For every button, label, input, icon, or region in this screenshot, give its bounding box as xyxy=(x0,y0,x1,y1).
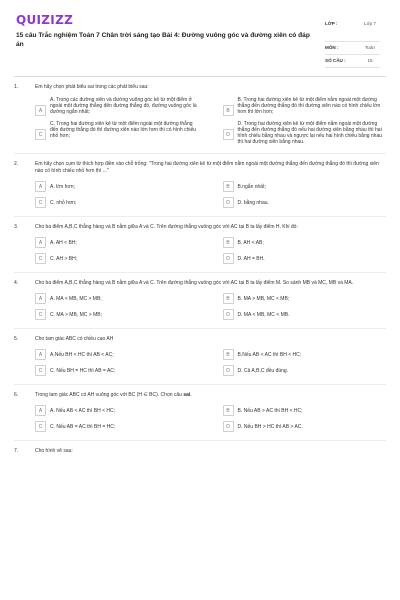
question-separator xyxy=(14,272,386,273)
option-letter: B xyxy=(223,293,234,304)
question-text: Cho ba điểm A,B,C thẳng hàng và B nằm giữa A và C. Trên đường thẳng vuông góc với AC tại B ta lấy điểm M. So sánh MB và MC, MB và MA. xyxy=(35,280,354,286)
question-number: 3. xyxy=(14,224,19,230)
options-grid xyxy=(35,293,386,320)
question-1 xyxy=(14,84,386,145)
question-body xyxy=(35,224,386,264)
question-7 xyxy=(14,448,386,455)
options-grid xyxy=(35,97,386,145)
option-c[interactable] xyxy=(35,253,199,264)
option-text: B. AH < AB; xyxy=(237,239,264,246)
option-text: B. Trong hai đường xiên kẻ từ một điểm nằm ngoài một đường thẳng đến đường thẳng đó thì đường xiên nào có hình chiếu lớn hơn thì lớn hơn; xyxy=(237,97,381,115)
option-c[interactable] xyxy=(35,365,199,376)
question-body xyxy=(35,161,386,208)
option-text: C. AH > BH; xyxy=(50,255,78,262)
option-letter: C xyxy=(35,421,46,432)
option-letter: A xyxy=(35,237,46,248)
option-a[interactable] xyxy=(35,181,199,192)
subject-label: MÔN : xyxy=(325,45,339,50)
question-5 xyxy=(14,336,386,376)
option-text: D. Trong hai đường xiên kẻ từ một điểm nằm ngoài một đường thẳng đến đường thẳng đó nếu hai đường xiên bằng nhau thì hai hình chiếu bằng nhau và ngược lại nếu hai hình chiếu bằng nhau thì hai đường xiên bằng nhau. xyxy=(237,121,383,145)
quizizz-logo[interactable]: QUIZIZZ xyxy=(16,13,74,27)
option-text: B. MA > MB, MC < MB; xyxy=(237,295,290,302)
question-text: Em hãy chọn cụm từ thích hợp điền vào chỗ trống: "Trong hai đường xiên kẻ từ một điểm nằm ngoài một đường thẳng đến đường thẳng đó thì đường xiên nào có hình chiếu nhỏ hơn thì ..." xyxy=(35,161,379,174)
option-letter: C xyxy=(35,253,46,264)
option-b[interactable] xyxy=(223,97,387,116)
header-divider xyxy=(14,76,386,77)
option-a[interactable] xyxy=(35,293,199,304)
question-body xyxy=(35,392,386,432)
question-number: 7. xyxy=(14,448,19,454)
header-left xyxy=(14,8,316,49)
question-body xyxy=(35,280,386,320)
option-text: C. nhỏ hơn; xyxy=(50,199,77,206)
option-text: D. AH = BH. xyxy=(237,255,265,262)
option-letter: A xyxy=(35,105,46,116)
subject-value: Toán xyxy=(365,45,375,50)
option-text: B.ngắn nhất; xyxy=(237,183,266,190)
question-text xyxy=(35,392,386,399)
option-c[interactable] xyxy=(35,309,199,320)
question-text: Em hãy chọn phát biểu sai trong các phát biểu sau: xyxy=(35,84,149,90)
option-letter: D xyxy=(223,253,234,264)
option-d[interactable] xyxy=(223,365,387,376)
question-count-label: SỐ CÂU : xyxy=(325,58,346,63)
option-letter: C xyxy=(35,129,46,140)
option-text: C. MA > MB, MC > MB; xyxy=(50,311,102,318)
option-letter: D xyxy=(223,421,234,432)
question-2 xyxy=(14,161,386,208)
question-count-value: 15 xyxy=(367,58,373,63)
option-letter: C xyxy=(35,365,46,376)
question-4 xyxy=(14,280,386,320)
option-a[interactable] xyxy=(35,237,199,248)
question-6 xyxy=(14,392,386,432)
meta-row-count xyxy=(325,55,380,68)
question-3 xyxy=(14,224,386,264)
option-letter: A xyxy=(35,349,46,360)
option-text: D. bằng nhau. xyxy=(237,199,269,206)
question-text: Cho hình vẽ sau: xyxy=(35,448,73,454)
option-letter: C xyxy=(35,309,46,320)
question-number: 6. xyxy=(14,392,19,398)
question-text: Cho ba điểm A,B,C thẳng hàng và B nằm giữa A và C. Trên đường thẳng vuông góc với AC tại B ta lấy điểm H. Khi đó: xyxy=(35,224,298,230)
option-b[interactable] xyxy=(223,293,387,304)
option-letter: D xyxy=(223,197,234,208)
meta-row-subject xyxy=(325,42,380,55)
option-text: D. Cả A,B,C đều đúng. xyxy=(237,367,289,374)
option-b[interactable] xyxy=(223,181,387,192)
question-text-emphasis: sai xyxy=(183,392,191,398)
question-separator xyxy=(14,216,386,217)
options-grid xyxy=(35,405,386,432)
options-grid xyxy=(35,237,386,264)
meta-row-grade xyxy=(325,18,380,42)
options-grid xyxy=(35,349,386,376)
option-d[interactable] xyxy=(223,421,387,432)
option-letter: D xyxy=(223,309,234,320)
option-d[interactable] xyxy=(223,121,387,145)
option-b[interactable] xyxy=(223,237,387,248)
option-letter: B xyxy=(223,405,234,416)
option-c[interactable] xyxy=(35,197,199,208)
option-letter: A xyxy=(35,405,46,416)
option-text: A. AH < BH; xyxy=(50,239,77,246)
option-letter: A xyxy=(35,181,46,192)
grade-label: LỚP : xyxy=(325,21,338,26)
options-grid xyxy=(35,181,386,208)
option-letter: B xyxy=(223,181,234,192)
question-number: 4. xyxy=(14,280,19,286)
option-c[interactable] xyxy=(35,121,199,145)
option-text: C. Nếu BH = HC thì AB = AC; xyxy=(50,367,116,374)
option-letter: D xyxy=(223,129,234,140)
option-a[interactable] xyxy=(35,405,199,416)
question-number: 5. xyxy=(14,336,19,342)
question-text-end: . xyxy=(190,392,192,398)
option-text: D. Nếu BH > HC thì AB > AC. xyxy=(237,423,303,430)
question-body xyxy=(35,448,386,455)
option-d[interactable] xyxy=(223,197,387,208)
question-number: 1. xyxy=(14,84,19,90)
option-letter: B xyxy=(223,349,234,360)
option-letter: A xyxy=(35,293,46,304)
option-letter: B xyxy=(223,237,234,248)
question-number: 2. xyxy=(14,161,19,167)
header xyxy=(14,8,386,68)
option-letter: B xyxy=(223,105,234,116)
question-body xyxy=(35,84,386,145)
question-text-start: Trong tam giác ABC có AH vuông góc với BC (H ∈ BC). Chọn câu xyxy=(35,392,184,398)
option-text: A. lớn hơn; xyxy=(50,183,75,190)
option-text: A.Nếu BH < HC thì AB < AC; xyxy=(50,351,114,358)
option-b[interactable] xyxy=(223,349,387,360)
option-text: A. MA < MB, MC > MB; xyxy=(50,295,102,302)
option-letter: D xyxy=(223,365,234,376)
option-a[interactable] xyxy=(35,97,199,116)
question-separator xyxy=(14,384,386,385)
option-b[interactable] xyxy=(223,405,387,416)
option-text: B. Nếu AB > AC thì BH < HC; xyxy=(237,407,303,414)
question-separator xyxy=(14,153,386,154)
option-text: B.Nếu AB < AC thì BH < HC; xyxy=(237,351,302,358)
question-separator xyxy=(14,328,386,329)
option-letter: C xyxy=(35,197,46,208)
question-text: Cho tam giác ABC có chiều cao AH xyxy=(35,336,114,342)
option-text: C. Nếu AB = AC thì BH = HC; xyxy=(50,423,116,430)
option-c[interactable] xyxy=(35,421,199,432)
question-separator xyxy=(14,440,386,441)
question-body xyxy=(35,336,386,376)
page-title: 15 câu Trắc nghiệm Toán 7 Chân trời sáng tạo Bài 4: Đường vuông góc và đường xiên có đáp án xyxy=(16,32,310,48)
option-d[interactable] xyxy=(223,309,387,320)
meta-panel xyxy=(325,18,380,68)
option-text: D. MA < MB, MC < MB. xyxy=(237,311,290,318)
option-d[interactable] xyxy=(223,253,387,264)
option-a[interactable] xyxy=(35,349,199,360)
option-text: A. Nếu AB < AC thì BH < HC; xyxy=(50,407,116,414)
option-text: A. Trong các đường xiên và đường vuông góc kẻ từ một điểm ở ngoài một đường thẳng đến đường thẳng đó, đường vuông góc là đường ngắn nhất; xyxy=(50,97,197,115)
option-text: C. Trong hai đường xiên kẻ từ một điểm ngoài một đường thẳng đến đường thẳng đó thì đường xiên nào lớn hơn thì có hình chiếu nhỏ hơn; xyxy=(50,121,197,139)
grade-value: Lớp 7 xyxy=(364,21,376,26)
